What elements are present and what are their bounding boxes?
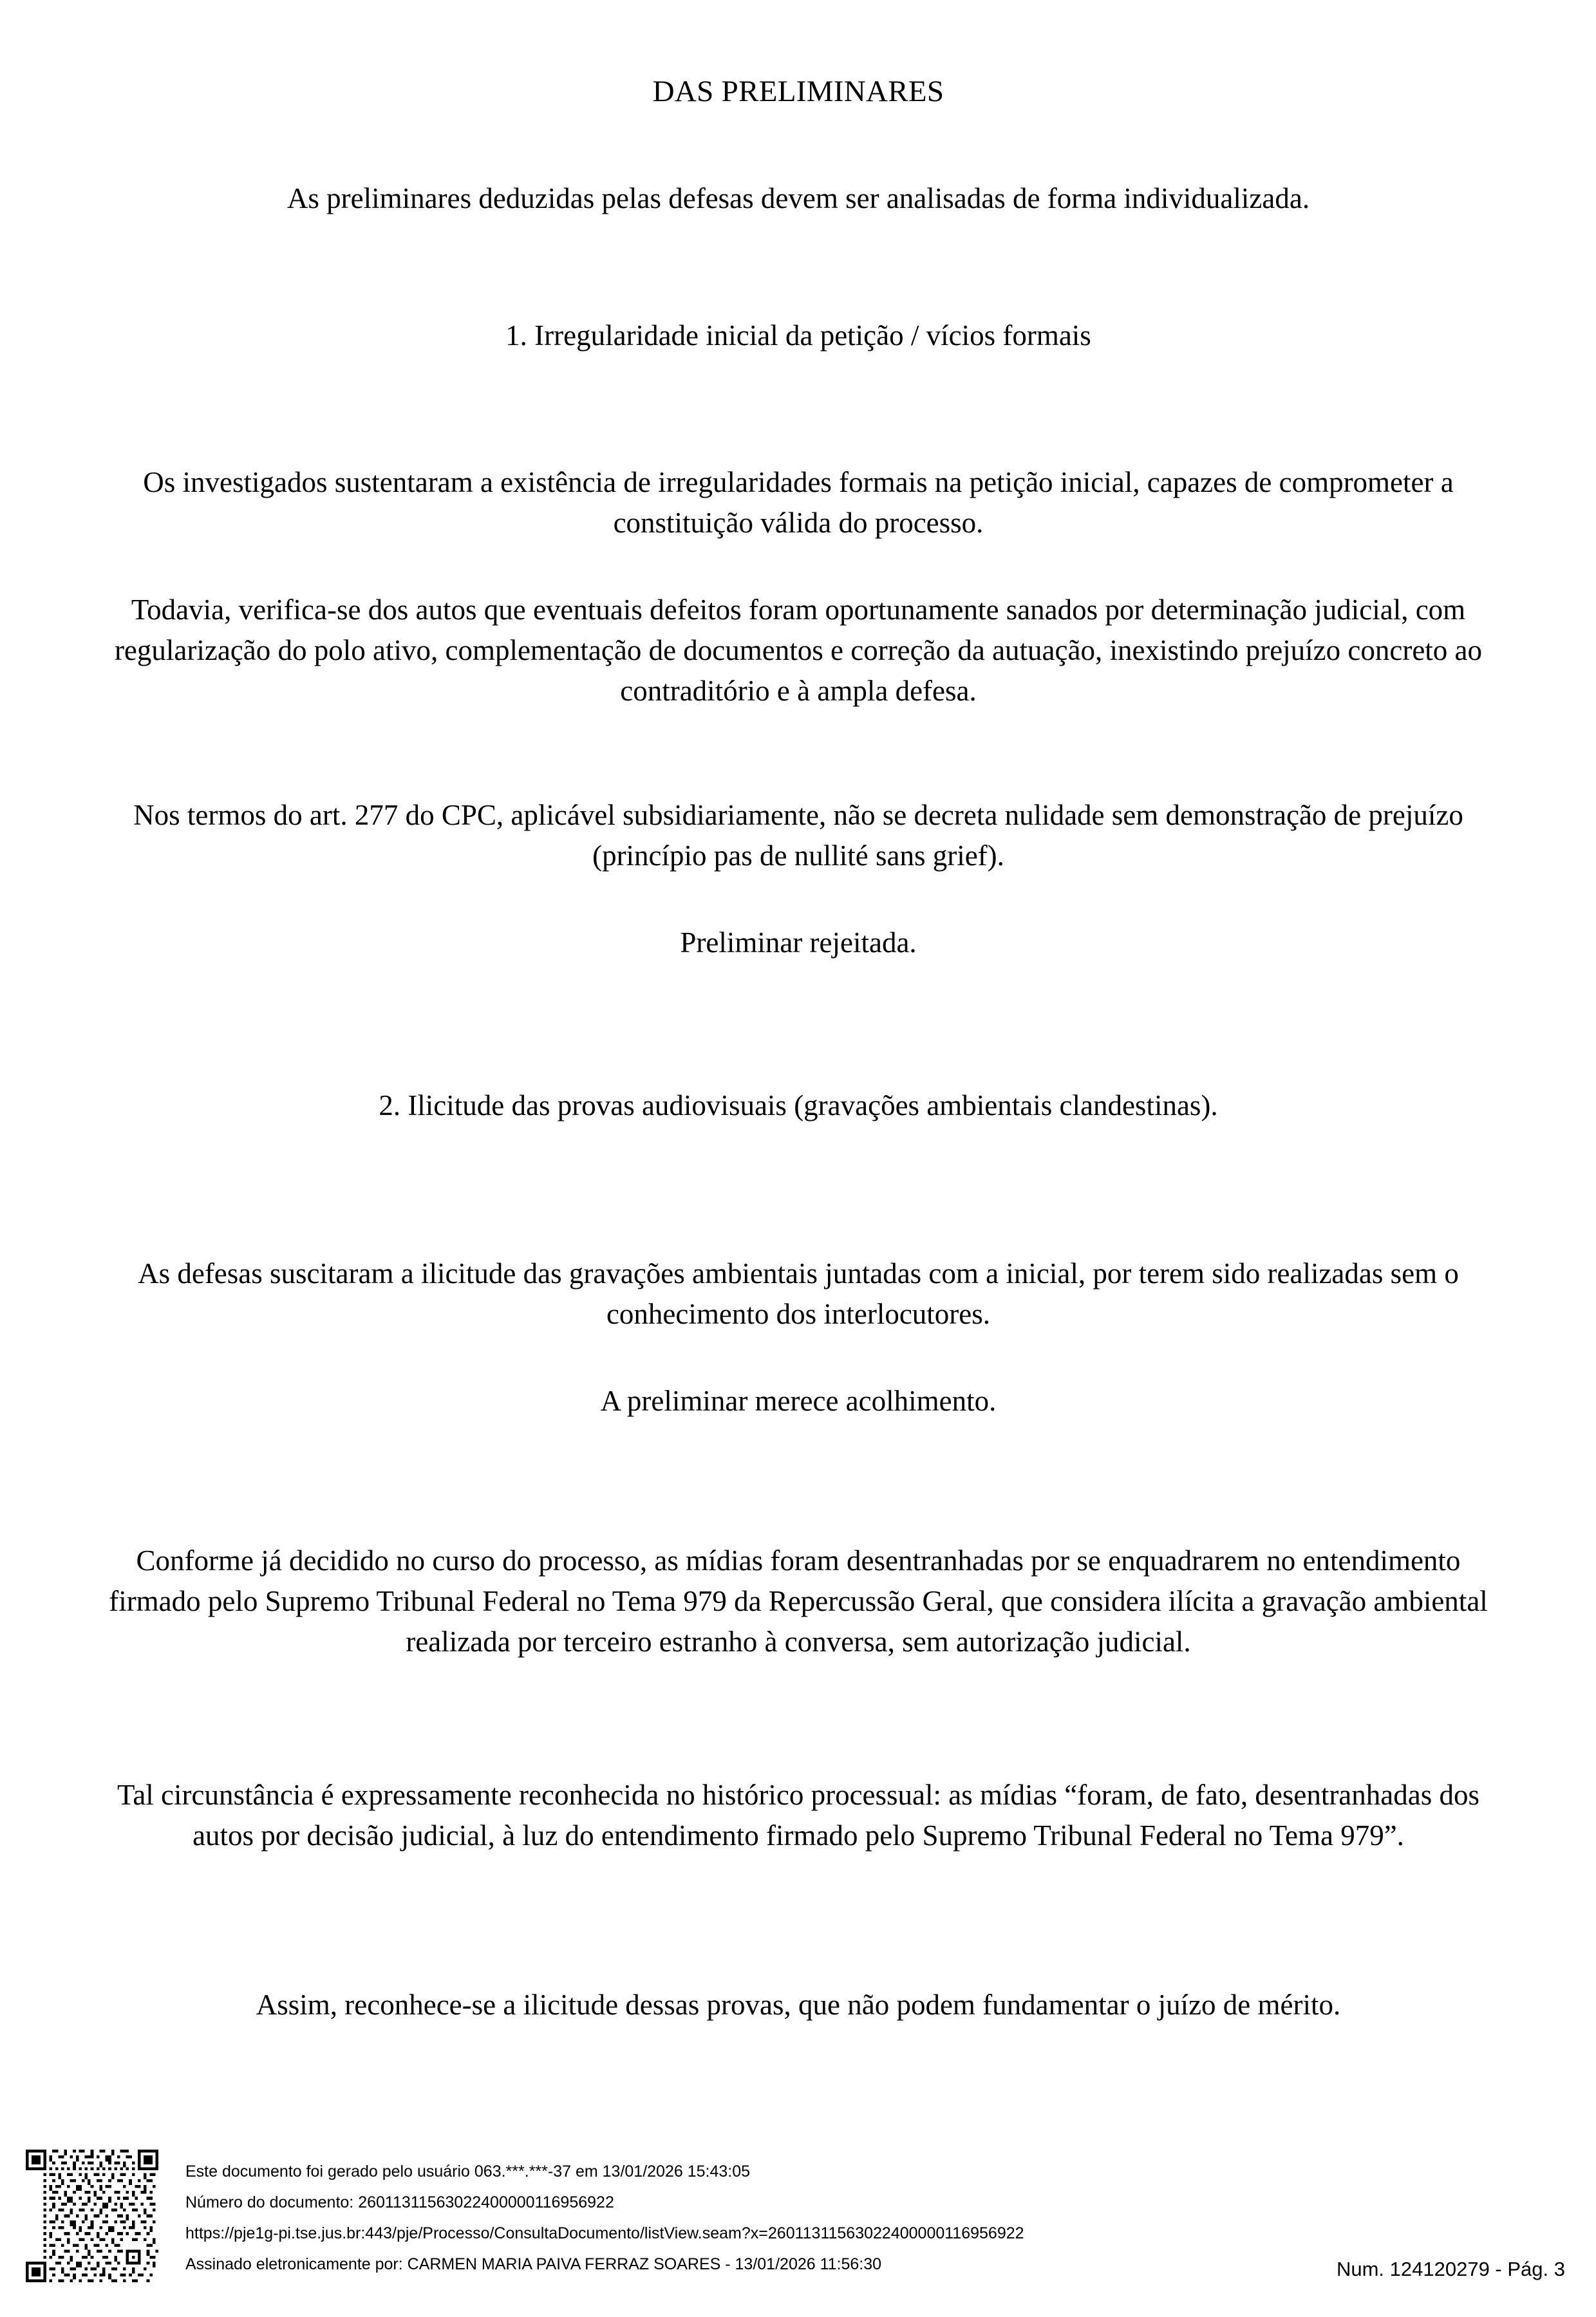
section-1-paragraph-2: Todavia, verifica-se dos autos que eventuais defeitos foram oportunamente sanados por determinação judicial, com regularização do polo ativo, complementação de documentos e correção da autuação, inexistindo prejuízo concreto ao contraditório e à ampla defesa. — [114, 593, 1483, 707]
section-heading-1: 1. Irregularidade inicial da petição / vícios formais — [505, 319, 1091, 352]
footer-signed-by: Assinado eletronicamente por: CARMEN MARIA PAIVA FERRAZ SOARES - 13/01/2026 11:56:30 — [185, 2255, 882, 2273]
section-2-paragraph-4: Tal circunstância é expressamente reconhecida no histórico processual: as mídias “foram, de fato, desentranhadas dos autos por decisão judicial, à luz do entendimento firmado pelo Supremo Tribunal Federal no Tema 979”. — [117, 1778, 1480, 1852]
section-1-paragraph-1: Os investigados sustentaram a existência de irregularidades formais na petição inicial, capazes de comprometer a constituição válida do processo. — [143, 465, 1454, 539]
intro-paragraph: As preliminares deduzidas pelas defesas devem ser analisadas de forma individualizada. — [286, 182, 1310, 214]
section-2-paragraph-1: As defesas suscitaram a ilicitude das gravações ambientais juntadas com a inicial, por terem sido realizadas sem o conhecimento dos interlocutores. — [138, 1257, 1459, 1330]
footer-verification-url[interactable]: https://pje1g-pi.tse.jus.br:443/pje/Processo/ConsultaDocumento/listView.seam?x=26011311563022400000116956922 — [185, 2224, 1024, 2242]
spacer — [97, 111, 1500, 178]
spacer — [97, 1421, 1500, 1541]
spacer — [97, 876, 1500, 923]
footer-document-number: Número do documento: 26011311563022400000116956922 — [185, 2193, 614, 2211]
spacer — [97, 1856, 1500, 1985]
section-1-conclusion: Preliminar rejeitada. — [680, 926, 917, 959]
spacer — [97, 963, 1500, 1085]
section-2-paragraph-2: A preliminar merece acolhimento. — [600, 1384, 997, 1417]
footer-generated-by: Este documento foi gerado pelo usuário 063.***.***-37 em 13/01/2026 15:43:05 — [185, 2162, 751, 2181]
page-number-label: Num. 124120279 - Pág. 3 — [1336, 2258, 1565, 2280]
spacer — [97, 543, 1500, 590]
section-heading-2: 2. Ilicitude das provas audiovisuais (gravações ambientais clandestinas). — [379, 1089, 1218, 1121]
page-title: DAS PRELIMINARES — [652, 75, 944, 108]
spacer — [97, 1126, 1500, 1253]
section-1-paragraph-3: Nos termos do art. 277 do CPC, aplicável subsidiariamente, não se decreta nulidade sem demonstração de prejuízo (princípio pas de nullité sans grief). — [133, 798, 1463, 872]
footer-metadata — [185, 2156, 1216, 2280]
document-body — [97, 0, 1500, 2025]
spacer — [97, 1335, 1500, 1381]
document-footer — [0, 2143, 1596, 2317]
section-2-paragraph-3: Conforme já decidido no curso do processo, as mídias foram desentranhadas por se enquadrarem no entendimento firmado pelo Supremo Tribunal Federal no Tema 979 da Repercussão Geral, que considera ilícita a gravação ambiental realizada por terceiro estranho à conversa, sem autorização judicial. — [109, 1544, 1488, 1658]
qr-code-icon — [26, 2150, 158, 2282]
spacer — [97, 356, 1500, 462]
spacer — [97, 219, 1500, 315]
spacer — [97, 1662, 1500, 1775]
section-2-conclusion: Assim, reconhece-se a ilicitude dessas provas, que não podem fundamentar o juízo de mérito. — [256, 1988, 1341, 2021]
spacer — [97, 711, 1500, 795]
